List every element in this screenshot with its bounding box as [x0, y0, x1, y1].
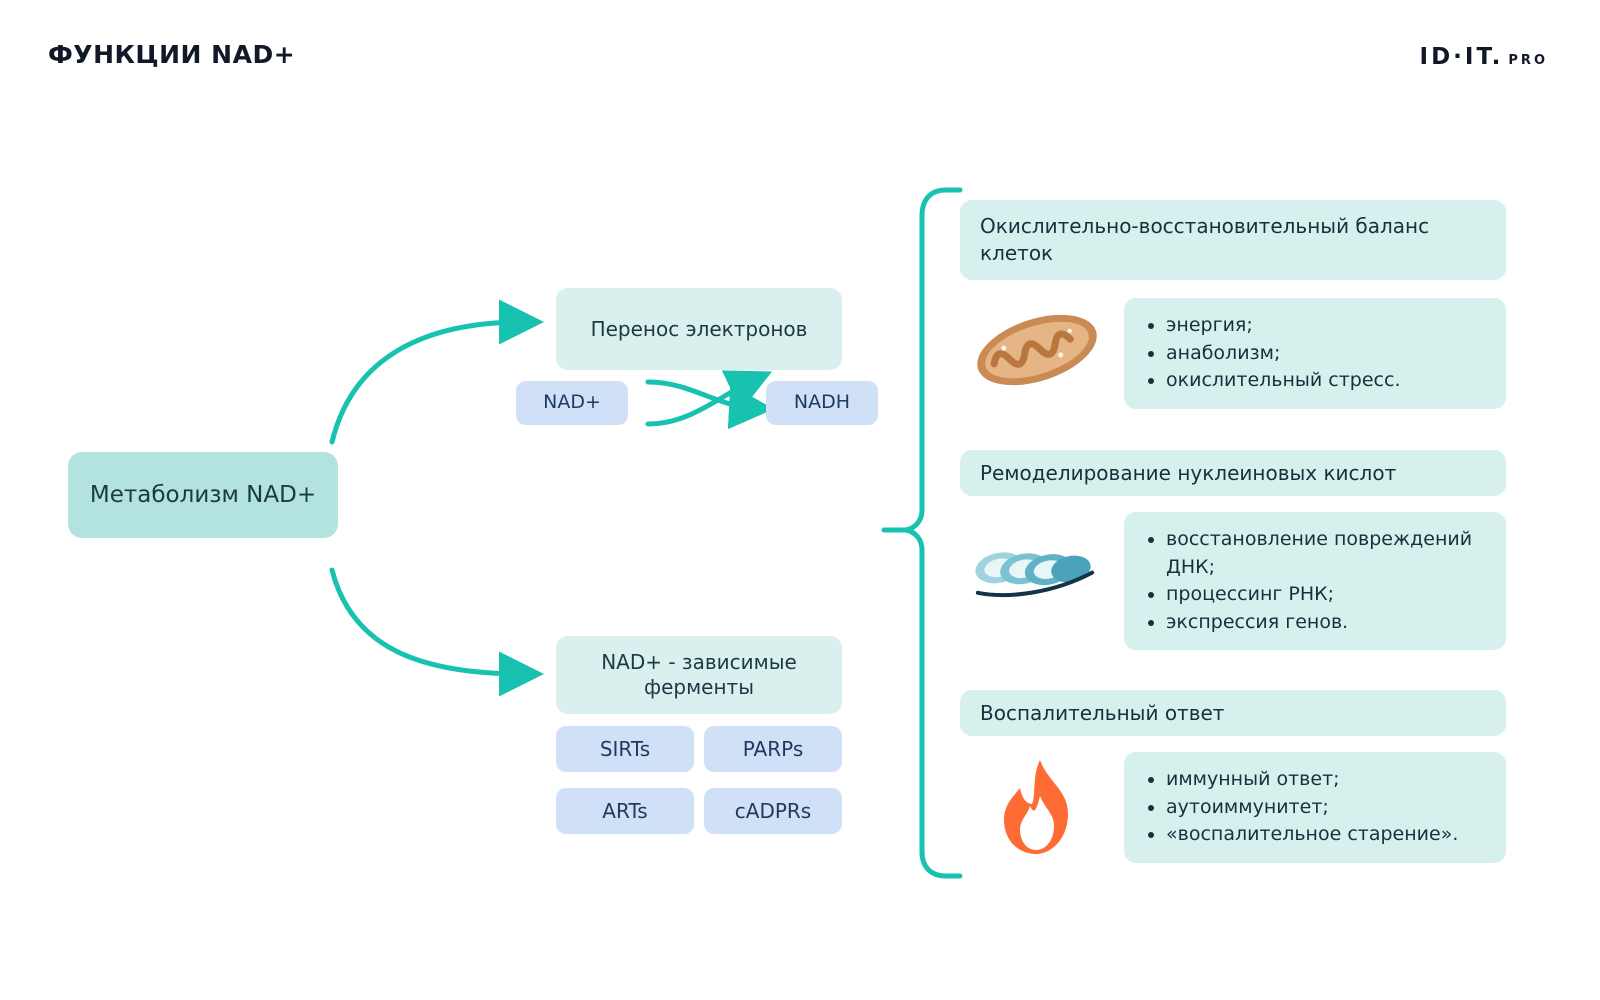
list-item: • иммунный ответ; [1166, 766, 1486, 794]
list-item: • окислительный стресс. [1166, 367, 1486, 395]
node-metabolism-nad[interactable]: Метаболизм NAD+ [68, 452, 338, 538]
flame-icon [990, 756, 1086, 860]
list-item: • восстановление повреждений ДНК; [1166, 526, 1486, 581]
node-nad-dependent-enzymes[interactable]: NAD+ - зависимые ферменты [556, 636, 842, 714]
chip-arts[interactable]: ARTs [556, 788, 694, 834]
chip-cadprs[interactable]: cADPRs [704, 788, 842, 834]
bullet-card-nucleic-acids [1124, 512, 1506, 650]
list-item: • «воспалительное старение». [1166, 821, 1486, 849]
dna-icon [962, 518, 1112, 618]
mitochondria-icon [962, 300, 1112, 400]
brand-name: ID·IT. [1419, 44, 1504, 70]
list-item: • анаболизм; [1166, 340, 1486, 368]
list-item: • экспрессия генов. [1166, 609, 1486, 637]
node-electron-transfer[interactable]: Перенос электронов [556, 288, 842, 370]
bullet-card-redox [1124, 298, 1506, 409]
chip-nad-plus[interactable]: NAD+ [516, 381, 628, 425]
page-title: ФУНКЦИИ NAD+ [48, 40, 296, 69]
list-item: • аутоиммунитет; [1166, 794, 1486, 822]
chip-parps[interactable]: PARPs [704, 726, 842, 772]
list-item: • процессинг РНК; [1166, 581, 1486, 609]
bullet-card-inflammatory-response [1124, 752, 1506, 863]
section-header-redox: Окислительно-восстановительный баланс клеток [960, 200, 1506, 280]
section-header-inflammatory-response: Воспалительный ответ [960, 690, 1506, 736]
chip-sirts[interactable]: SIRTs [556, 726, 694, 772]
section-header-nucleic-acids: Ремоделирование нуклеиновых кислот [960, 450, 1506, 496]
brand-suffix: PRO [1508, 53, 1548, 68]
chip-nadh[interactable]: NADH [766, 381, 878, 425]
list-item: • энергия; [1166, 312, 1486, 340]
brand-logo [1420, 44, 1548, 70]
